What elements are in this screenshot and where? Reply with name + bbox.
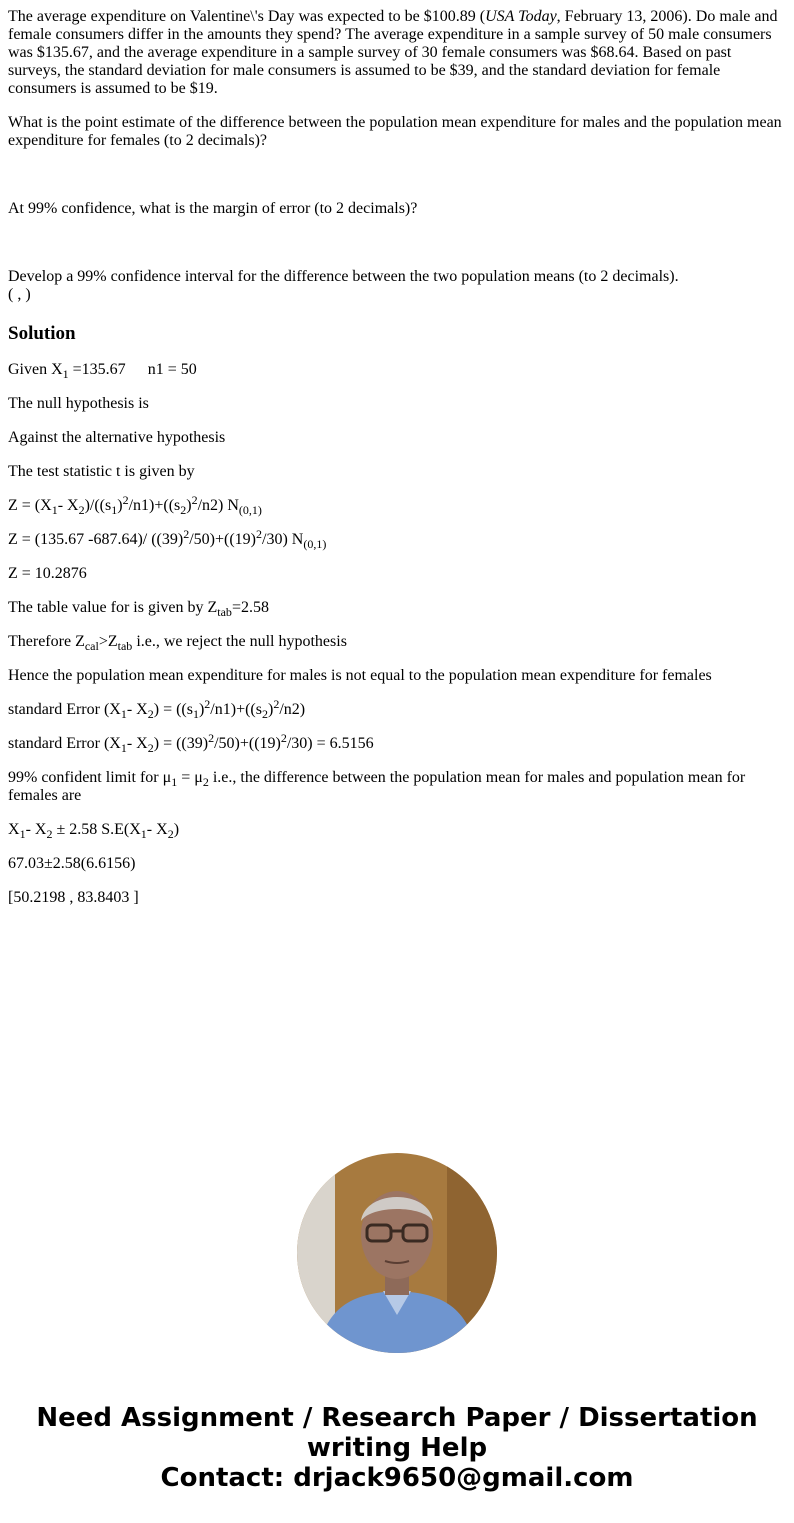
footer-line-1: Need Assignment / Research Paper / Dissertation bbox=[36, 1403, 758, 1433]
superscript: 2 bbox=[122, 493, 129, 507]
z-substituted bbox=[8, 527, 786, 551]
formula-text: i.e., we reject the null hypothesis bbox=[132, 633, 347, 650]
superscript: 2 bbox=[183, 527, 190, 541]
question-confidence-interval: Develop a 99% confidence interval for the difference between the two population means (to 2 decimals). bbox=[8, 268, 679, 285]
formula-text: Z = (135.67 -687.64)/ ((39) bbox=[8, 531, 184, 548]
problem-statement bbox=[8, 8, 786, 98]
subscript: 1 bbox=[171, 775, 178, 789]
footer-line-2: writing Help bbox=[306, 1433, 488, 1463]
formula-text: /50)+((19) bbox=[189, 531, 256, 548]
formula-text: ) bbox=[198, 701, 205, 718]
interval-result: [50.2198 , 83.8403 ] bbox=[8, 889, 139, 906]
test-statistic-intro: The test statistic t is given by bbox=[8, 463, 195, 480]
intro-text-continued: , February 13, 2006). Do male and female consumers differ in the amounts they spend? The average expenditure in a sample survey of 50 male consumers was $135.67, and the average expenditure in a sample survey of 30 female consumers was $68.64. Based on past surveys, the standard deviation for male consumers is assumed to be $39, and the standard deviation for female consumers is assumed to be $19. bbox=[8, 8, 778, 97]
subscript: (0,1) bbox=[238, 503, 262, 517]
answer-blank bbox=[8, 166, 786, 184]
confidence-limit-intro bbox=[8, 769, 786, 805]
formula-text: - X bbox=[146, 821, 168, 838]
formula-text: Z = (X bbox=[8, 497, 52, 514]
formula-text: - X bbox=[57, 497, 79, 514]
formula-text: ) = ((39) bbox=[153, 735, 209, 752]
subscript: (0,1) bbox=[303, 537, 327, 551]
given-sample-size: n1 = 50 bbox=[147, 361, 197, 378]
subscript: 1 bbox=[111, 503, 118, 517]
formula-text: /30) N bbox=[262, 531, 304, 548]
formula-text: /n1)+((s bbox=[210, 701, 262, 718]
standard-error-formula bbox=[8, 697, 786, 721]
formula-text: - X bbox=[126, 735, 148, 752]
null-hypothesis: The null hypothesis is bbox=[8, 395, 149, 412]
formula-text: X bbox=[8, 821, 20, 838]
standard-error-value bbox=[8, 731, 786, 755]
subscript: 2 bbox=[202, 775, 209, 789]
superscript: 2 bbox=[191, 493, 198, 507]
formula-text: ) bbox=[267, 701, 274, 718]
subscript: 1 bbox=[120, 741, 127, 755]
solution-heading: Solution bbox=[8, 323, 76, 344]
given-label: Given X bbox=[8, 361, 63, 378]
subscript: 1 bbox=[192, 707, 199, 721]
formula-text: =2.58 bbox=[231, 599, 269, 616]
z-result: Z = 10.2876 bbox=[8, 565, 87, 582]
answer-blank bbox=[8, 234, 786, 252]
formula-text: ± 2.58 S.E(X bbox=[52, 821, 141, 838]
footer-advert bbox=[0, 1403, 794, 1493]
subscript: 2 bbox=[167, 827, 174, 841]
subscript: 1 bbox=[120, 707, 127, 721]
z-formula bbox=[8, 493, 786, 517]
subscript: cal bbox=[84, 639, 99, 653]
superscript: 2 bbox=[204, 697, 211, 711]
formula-text: Therefore Z bbox=[8, 633, 85, 650]
author-photo-illustration bbox=[297, 1153, 497, 1353]
formula-text: standard Error (X bbox=[8, 701, 121, 718]
decision bbox=[8, 633, 786, 651]
question-point-estimate: What is the point estimate of the difference between the population mean expenditure for males and the population mean expenditure for females (to 2 decimals)? bbox=[8, 114, 782, 149]
formula-text: )/((s bbox=[84, 497, 112, 514]
interval-answer-blank: ( , ) bbox=[8, 286, 31, 303]
formula-text: /n2) N bbox=[197, 497, 239, 514]
subscript: 1 bbox=[51, 503, 58, 517]
formula-text: ) bbox=[186, 497, 192, 514]
interval-calculation: 67.03±2.58(6.6156) bbox=[8, 855, 136, 872]
formula-text: /30) = 6.5156 bbox=[286, 735, 374, 752]
subscript: 2 bbox=[78, 503, 85, 517]
formula-text: /n2) bbox=[279, 701, 306, 718]
conclusion: Hence the population mean expenditure for males is not equal to the population mean expenditure for females bbox=[8, 667, 712, 684]
interval-formula bbox=[8, 821, 786, 839]
formula-text: standard Error (X bbox=[8, 735, 121, 752]
formula-text: - X bbox=[25, 821, 47, 838]
subscript: 1 bbox=[19, 827, 26, 841]
superscript: 2 bbox=[256, 527, 262, 541]
formula-text: 99% confident limit for μ bbox=[8, 769, 172, 786]
subscript: 2 bbox=[46, 827, 53, 841]
subscript: 1 bbox=[140, 827, 147, 841]
subscript: 2 bbox=[147, 707, 154, 721]
table-value bbox=[8, 599, 786, 617]
given-mean: =135.67 bbox=[68, 361, 126, 378]
formula-text: /n1)+((s bbox=[128, 497, 181, 514]
subscript: tab bbox=[117, 639, 133, 653]
footer-contact: Contact: drjack9650@gmail.com bbox=[160, 1463, 634, 1493]
formula-text: >Z bbox=[98, 633, 118, 650]
superscript: 2 bbox=[280, 731, 287, 745]
formula-text: ) bbox=[117, 497, 123, 514]
given-values bbox=[8, 361, 786, 379]
formula-text: i.e., the difference between the population mean for males and population mean for females are bbox=[8, 769, 746, 804]
subscript: 1 bbox=[62, 367, 69, 381]
author-photo bbox=[297, 1153, 497, 1353]
formula-text: - X bbox=[126, 701, 148, 718]
intro-text: The average expenditure on Valentine\'s Day was expected to be $100.89 ( bbox=[8, 8, 486, 25]
superscript: 2 bbox=[273, 697, 280, 711]
subscript: 2 bbox=[261, 707, 268, 721]
formula-text: ) = ((s bbox=[153, 701, 193, 718]
subscript: 2 bbox=[147, 741, 154, 755]
formula-text: The table value for is given by Z bbox=[8, 599, 218, 616]
formula-text: = μ bbox=[177, 769, 203, 786]
formula-text: /50)+((19) bbox=[214, 735, 281, 752]
subscript: 2 bbox=[180, 503, 187, 517]
question-margin-of-error: At 99% confidence, what is the margin of error (to 2 decimals)? bbox=[8, 200, 418, 217]
document-body bbox=[8, 8, 786, 923]
formula-text: ) bbox=[173, 821, 180, 838]
superscript: 2 bbox=[208, 731, 215, 745]
source-name: USA Today bbox=[485, 8, 557, 25]
alternative-hypothesis: Against the alternative hypothesis bbox=[8, 429, 226, 446]
subscript: tab bbox=[217, 605, 232, 619]
